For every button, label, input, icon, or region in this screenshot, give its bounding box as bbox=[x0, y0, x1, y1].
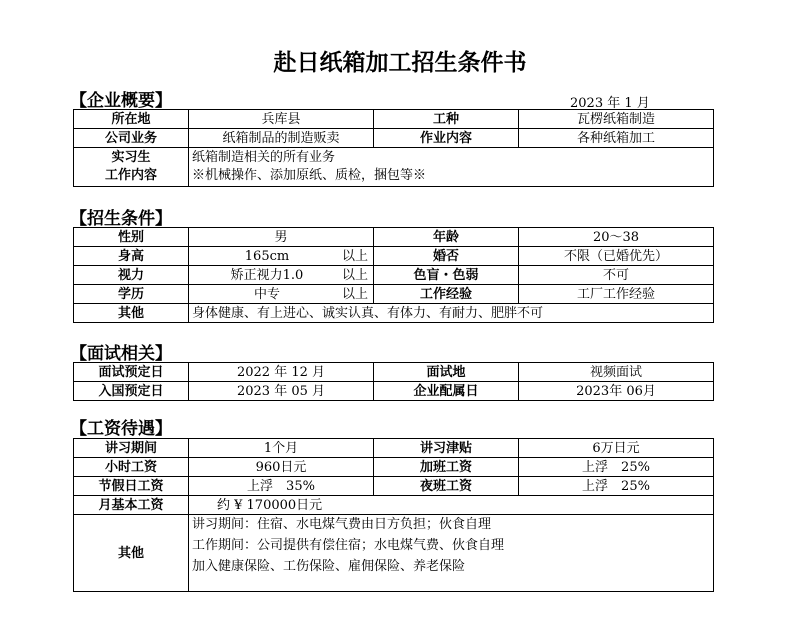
age-label: 年龄 bbox=[374, 228, 519, 247]
overtime-pay-value: 上浮 25% bbox=[519, 458, 714, 477]
table-row bbox=[74, 496, 714, 515]
sex-value: 男 bbox=[189, 228, 374, 247]
marital-value: 不限（已婚优先） bbox=[519, 247, 714, 266]
company-overview-table bbox=[73, 109, 714, 187]
colorblind-label: 色盲・色弱 bbox=[374, 266, 519, 285]
training-period-label: 讲习期间 bbox=[74, 439, 189, 458]
salary-other-line-2: 工作期间：公司提供有偿住宿；水电煤气费、伙食自理 bbox=[192, 538, 505, 553]
document-title: 赴日纸箱加工招生条件书 bbox=[273, 50, 527, 76]
work-content-value: 各种纸箱加工 bbox=[519, 129, 714, 148]
section-heading-salary: 【工资待遇】 bbox=[70, 419, 172, 439]
intern-value-line-2: ※机械操作、添加原纸、质检，捆包等※ bbox=[192, 168, 427, 183]
salary-other-line-1: 讲习期间：住宿、水电煤气费由日方负担；伙食自理 bbox=[192, 517, 492, 532]
table-row bbox=[74, 458, 714, 477]
table-row bbox=[74, 439, 714, 458]
experience-value: 工厂工作经验 bbox=[519, 285, 714, 304]
height-label: 身高 bbox=[74, 247, 189, 266]
entry-date-label: 入国预定日 bbox=[74, 382, 189, 401]
height-cell bbox=[189, 247, 374, 266]
assign-date-value: 2023年 06月 bbox=[519, 382, 714, 401]
interview-place-value: 视频面试 bbox=[519, 363, 714, 382]
job-value: 瓦楞纸箱制造 bbox=[519, 110, 714, 129]
table-row bbox=[74, 228, 714, 247]
table-row bbox=[74, 148, 714, 187]
height-value: 165cm bbox=[244, 248, 290, 264]
assign-date-label: 企业配属日 bbox=[374, 382, 519, 401]
intern-work-value bbox=[189, 148, 714, 187]
section-heading-interview: 【面试相关】 bbox=[70, 344, 172, 364]
other-requirements-label: 其他 bbox=[74, 304, 189, 323]
conditions-table bbox=[73, 227, 714, 323]
vision-label: 视力 bbox=[74, 266, 189, 285]
hourly-wage-value: 960日元 bbox=[189, 458, 374, 477]
training-allowance-label: 讲习津贴 bbox=[374, 439, 519, 458]
holiday-pay-value: 上浮 35% bbox=[189, 477, 374, 496]
work-content-label: 作业内容 bbox=[374, 129, 519, 148]
salary-other-label: 其他 bbox=[74, 515, 189, 592]
salary-other-value bbox=[189, 515, 714, 592]
intern-work-label bbox=[74, 148, 189, 187]
height-suffix: 以上 bbox=[341, 248, 368, 264]
business-value: 纸箱制品的制造贩卖 bbox=[189, 129, 374, 148]
colorblind-value: 不可 bbox=[519, 266, 714, 285]
overtime-pay-label: 加班工资 bbox=[374, 458, 519, 477]
education-suffix: 以上 bbox=[341, 286, 368, 302]
vision-value: 矫正视力1.0 bbox=[230, 267, 304, 283]
interview-date-value: 2022 年 12 月 bbox=[189, 363, 374, 382]
experience-label: 工作经验 bbox=[374, 285, 519, 304]
sex-label: 性别 bbox=[74, 228, 189, 247]
salary-table bbox=[73, 438, 714, 592]
intern-value-line-1: 纸箱制造相关的所有业务 bbox=[192, 150, 336, 165]
business-label: 公司业务 bbox=[74, 129, 189, 148]
interview-place-label: 面试地 bbox=[374, 363, 519, 382]
age-value: 20～38 bbox=[519, 228, 714, 247]
section-heading-company: 【企业概要】 bbox=[70, 91, 172, 111]
vision-suffix: 以上 bbox=[341, 267, 368, 283]
section-heading-conditions: 【招生条件】 bbox=[70, 209, 172, 229]
monthly-salary-label: 月基本工资 bbox=[74, 496, 189, 515]
training-period-value: 1个月 bbox=[189, 439, 374, 458]
job-label: 工种 bbox=[374, 110, 519, 129]
night-pay-value: 上浮 25% bbox=[519, 477, 714, 496]
holiday-pay-label: 节假日工资 bbox=[74, 477, 189, 496]
location-label: 所在地 bbox=[74, 110, 189, 129]
salary-other-line-3: 加入健康保险、工伤保险、雇佣保险、养老保险 bbox=[192, 559, 466, 574]
table-row bbox=[74, 285, 714, 304]
location-value: 兵库县 bbox=[189, 110, 374, 129]
table-row bbox=[74, 477, 714, 496]
table-row bbox=[74, 247, 714, 266]
table-row bbox=[74, 515, 714, 592]
intern-label-line-2: 工作内容 bbox=[104, 168, 157, 183]
interview-table bbox=[73, 362, 714, 401]
entry-date-value: 2023 年 05 月 bbox=[189, 382, 374, 401]
education-value: 中专 bbox=[253, 286, 280, 302]
table-row bbox=[74, 110, 714, 129]
interview-date-label: 面试预定日 bbox=[74, 363, 189, 382]
education-label: 学历 bbox=[74, 285, 189, 304]
table-row bbox=[74, 363, 714, 382]
table-row bbox=[74, 129, 714, 148]
table-row bbox=[74, 266, 714, 285]
document-date: 2023 年 1 月 bbox=[570, 96, 650, 111]
night-pay-label: 夜班工资 bbox=[374, 477, 519, 496]
training-allowance-value: 6万日元 bbox=[519, 439, 714, 458]
hourly-wage-label: 小时工资 bbox=[74, 458, 189, 477]
other-requirements-value: 身体健康、有上进心、诚实认真、有体力、有耐力、肥胖不可 bbox=[189, 304, 714, 323]
education-cell bbox=[189, 285, 374, 304]
intern-label-line-1: 实习生 bbox=[111, 150, 151, 165]
marital-label: 婚否 bbox=[374, 247, 519, 266]
vision-cell bbox=[189, 266, 374, 285]
monthly-salary-value: 约 ¥ 170000日元 bbox=[189, 496, 714, 515]
table-row bbox=[74, 382, 714, 401]
table-row bbox=[74, 304, 714, 323]
